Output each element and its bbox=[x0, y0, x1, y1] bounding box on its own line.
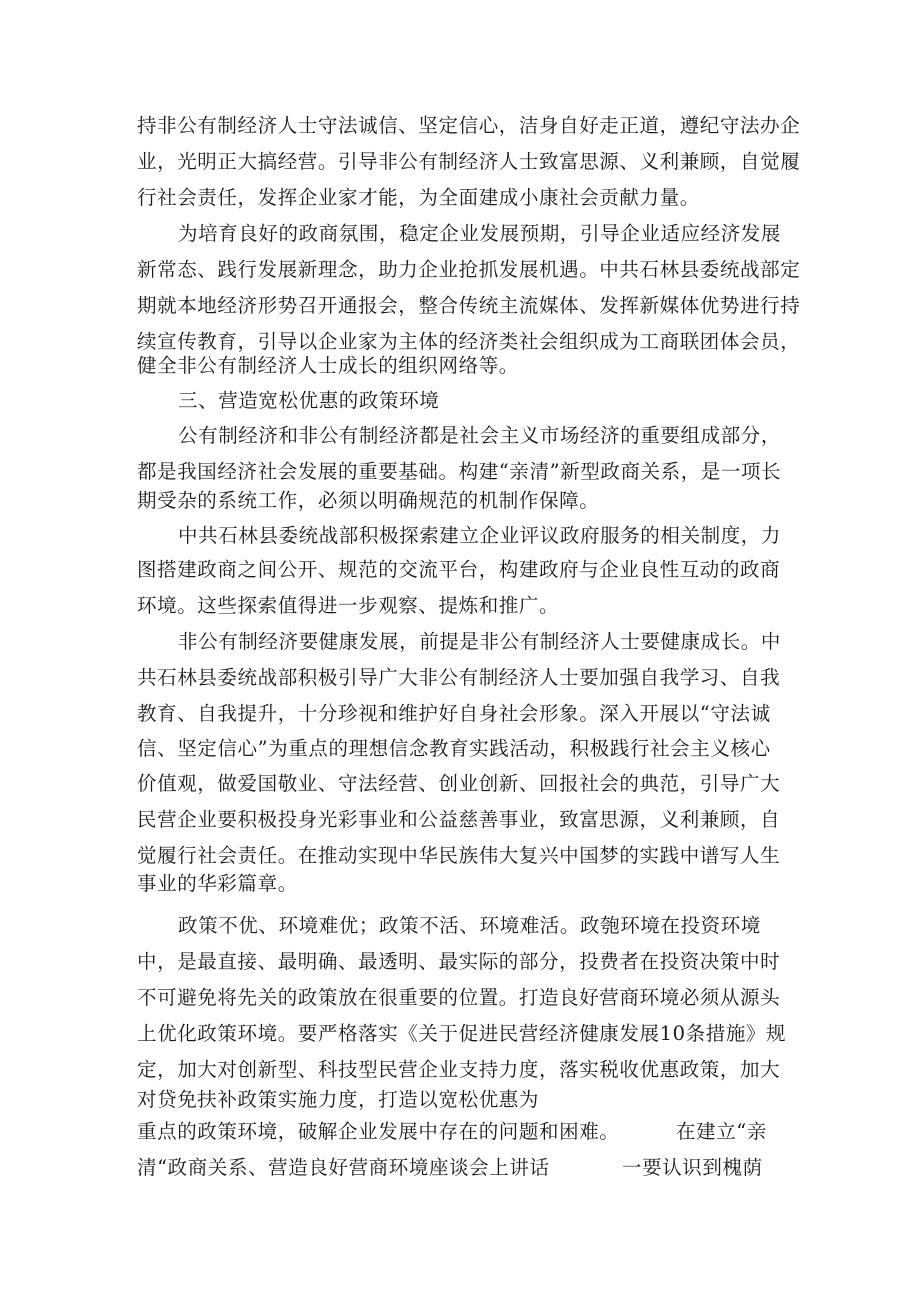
text-line-fragment: 在建立“亲 bbox=[676, 1120, 767, 1143]
text-line-fragment: 一要认识到槐荫 bbox=[622, 1156, 763, 1179]
text-line: 非公有制经济要健康发展，前提是非公有制经济人士要健康成长。中 bbox=[178, 630, 782, 653]
text-line: 上优化政策环境。要严格落实《关于促进民营经济健康发展10条措施》规 bbox=[137, 1022, 787, 1045]
text-line: 价值观，做爱国敬业、守法经营、创业创新、回报社会的典范，引导广大 bbox=[137, 772, 781, 795]
text-line: 行社会责任，发挥企业家才能，为全面建成小康社会贡献力量。 bbox=[137, 186, 700, 209]
text-line: 都是我国经济社会发展的重要基础。构建“亲清”新型政商关系，是一项长 bbox=[137, 460, 782, 483]
text-line: 信、坚定信心”为重点的理想信念教育实践活动，积极践行社会主义核心 bbox=[137, 737, 771, 760]
text-line: 图搭建政商之间公开、规范的交流平台，构建政府与企业良性互动的政商 bbox=[137, 558, 781, 581]
text-line: 持非公有制经济人士守法诚信、坚定信心，洁身自好走正道，遵纪守法办企 bbox=[137, 114, 801, 137]
text-line: 公有制经济和非公有制经济都是社会主义市场经济的重要组成部分， bbox=[178, 424, 782, 447]
text-line: 期就本地经济形势召开通报会，整合传统主流媒体、发挥新媒体优势进行持 bbox=[137, 294, 801, 317]
text-line: 重点的政策环境，破解企业发展中存在的问题和困难。 bbox=[137, 1120, 620, 1143]
text-line: 不可避免将先关的政策放在很重要的位置。打造良好营商环境必须从源头 bbox=[137, 986, 781, 1009]
text-line: 新常态、践行发展新理念，助力企业抢抓发展机遇。中共石林县委统战部定 bbox=[137, 258, 801, 281]
text-line: 健全非公有制经济人士成长的组织网络等。 bbox=[137, 354, 519, 377]
text-line: 教育、自我提升，十分珍视和维护好自身社会形象。深入开展以“守法诚 bbox=[137, 702, 771, 725]
text-line: 为培育良好的政商氛围，稳定企业发展预期，引导企业适应经济发展 bbox=[178, 222, 782, 245]
text-line: 业，光明正大搞经营。引导非公有制经济人士致富思源、义利兼顾，自觉履 bbox=[137, 150, 801, 173]
section-heading: 三、营造宽松优惠的政策环境 bbox=[178, 389, 440, 412]
text-line: 对贷免扶补政策实施力度，打造以宽松优惠为 bbox=[137, 1088, 540, 1111]
text-line: 政策不优、环境难优；政策不活、环境难活。政匏环境在投资环境 bbox=[178, 914, 761, 937]
text-line: 环境。这些探索值得进一步观察、提炼和推广。 bbox=[137, 594, 560, 617]
text-line: 中，是最直接、最明确、最透明、最实际的部分，投费者在投资决策中时 bbox=[137, 950, 781, 973]
text-line: 期受杂的系统工作，必须以明确规范的机制作保障。 bbox=[137, 489, 600, 512]
text-line: 定，加大对创新型、科技型民营企业支持力度，落实税收优惠政策，加大 bbox=[137, 1058, 781, 1081]
text-line: 共石林县委统战部积极引导广大非公有制经济人士要加强自我学习、自我 bbox=[137, 666, 781, 689]
text-line: 觉履行社会责任。在推动实现中华民族伟大复兴中国梦的实践中谱写人生 bbox=[137, 844, 781, 867]
text-line: 民营企业要积极投身光彩事业和公益慈善事业，致富思源，义利兼顾，自 bbox=[137, 808, 781, 831]
text-line: 续宣传教育，引导以企业家为主体的经济类社会组织成为工商联团体会员， bbox=[137, 330, 801, 353]
text-line: 事业的华彩篇章。 bbox=[137, 872, 298, 895]
text-line: 清“政商关系、营造良好营商环境座谈会上讲话 bbox=[137, 1156, 550, 1179]
text-line: 中共石林县委统战部积极探索建立企业评议政府服务的相关制度，力 bbox=[178, 524, 782, 547]
